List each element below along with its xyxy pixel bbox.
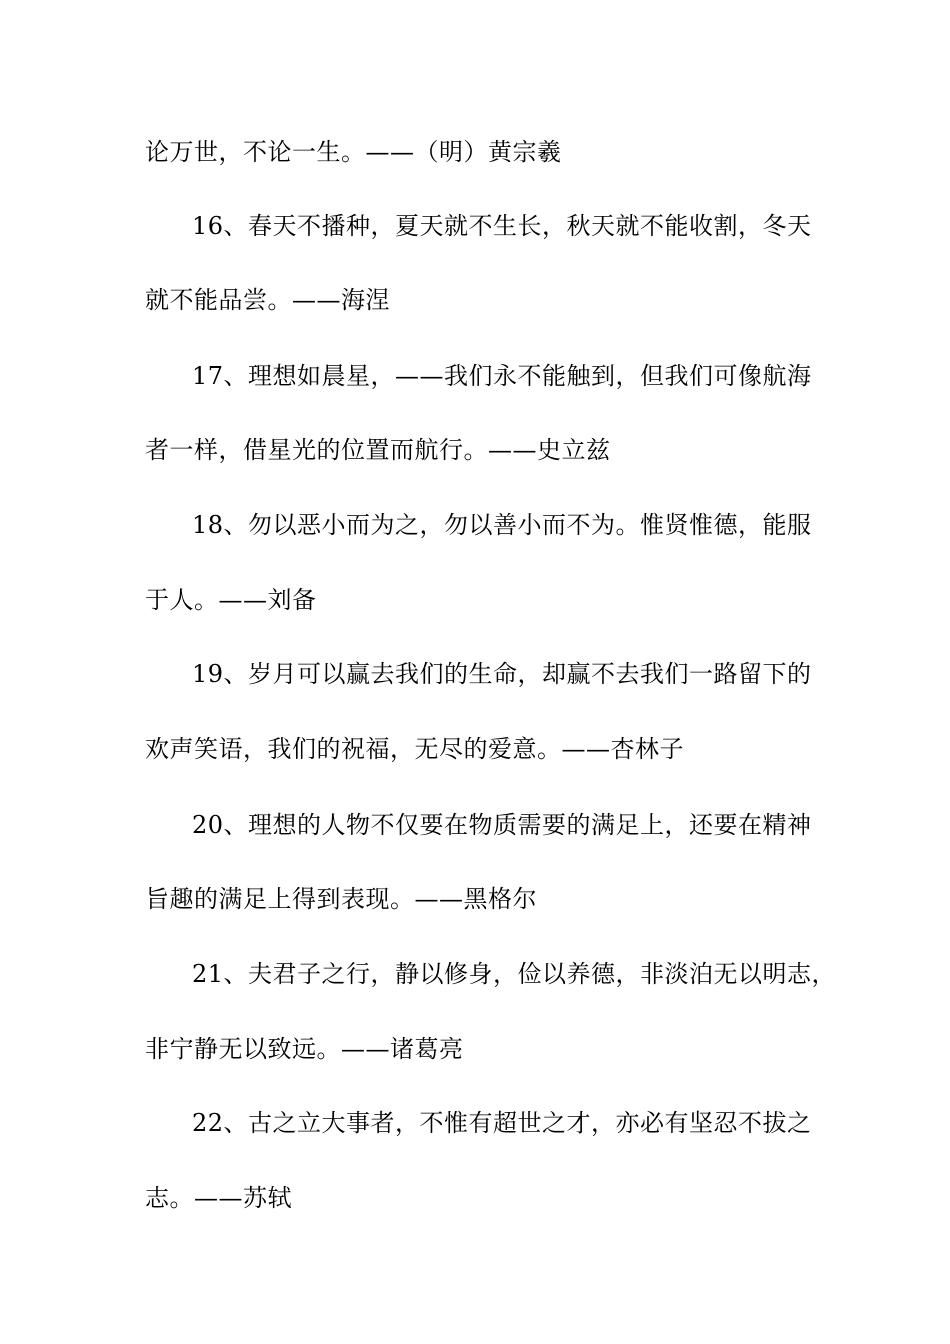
quote-22-line-1: 22、古之立大事者，不惟有超世之才，亦必有坚忍不拔之 [192,1109,812,1137]
text-line-continuation: 论万世，不论一生。——（明）黄宗羲 [145,138,562,166]
quote-22-line-2: 志。——苏轼 [145,1184,292,1212]
quote-21-line-2: 非宁静无以致远。——诸葛亮 [145,1035,464,1063]
quote-20-line-1: 20、理想的人物不仅要在物质需要的满足上，还要在精神 [192,811,812,839]
quote-19-line-2: 欢声笑语，我们的祝福，无尽的爱意。——杏林子 [145,735,684,763]
quote-20-line-2: 旨趣的满足上得到表现。——黑格尔 [145,885,537,913]
quote-16-line-1: 16、春天不播种，夏天就不生长，秋天就不能收割，冬天 [192,212,812,240]
quote-19-line-1: 19、岁月可以赢去我们的生命，却赢不去我们一路留下的 [192,660,812,688]
quote-18-line-2: 于人。——刘备 [145,586,317,614]
quote-17-line-1: 17、理想如晨星，——我们永不能触到，但我们可像航海 [192,362,812,390]
quote-16-line-2: 就不能品尝。——海涅 [145,286,390,314]
quote-17-line-2: 者一样，借星光的位置而航行。——史立兹 [145,436,611,464]
quote-18-line-1: 18、勿以恶小而为之，勿以善小而不为。惟贤惟德，能服 [192,511,812,539]
quote-21-line-1: 21、夫君子之行，静以修身，俭以养德，非淡泊无以明志， [192,960,837,988]
